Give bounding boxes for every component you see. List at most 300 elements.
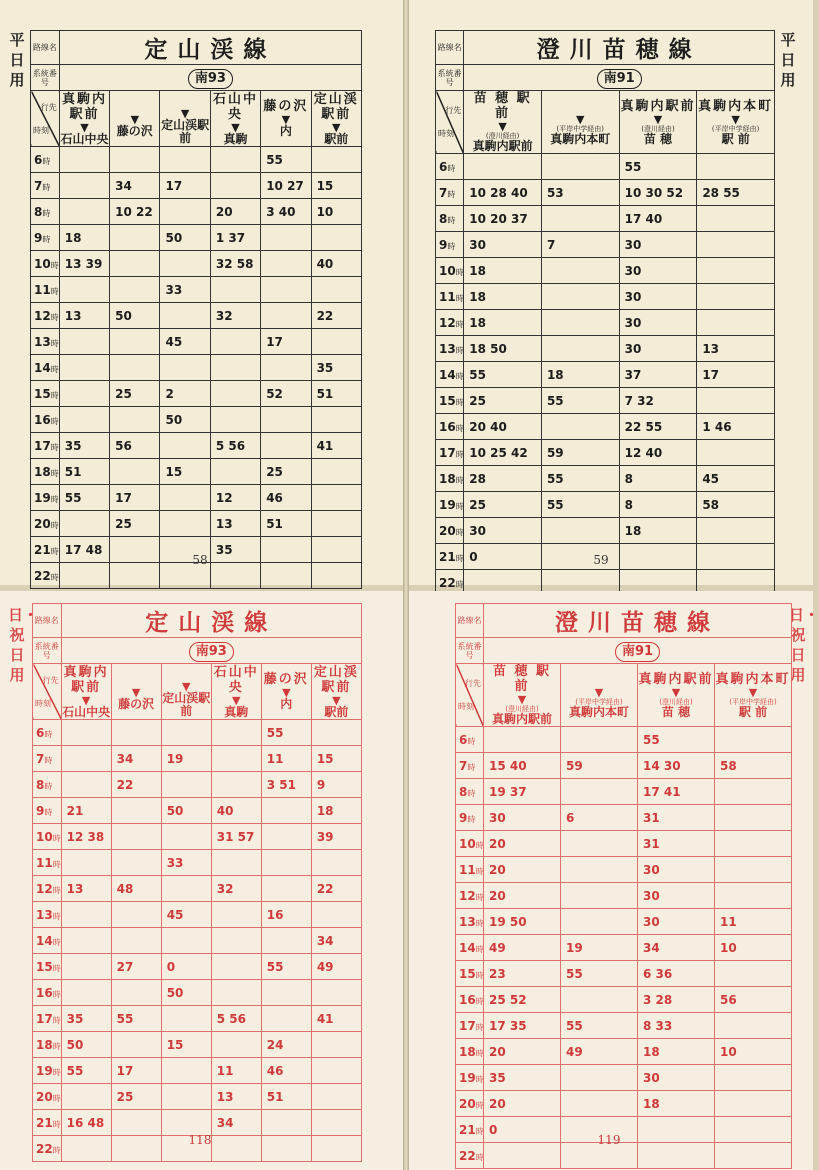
hour-value: 10 xyxy=(36,829,53,844)
down-arrow-icon: ▼ xyxy=(232,693,241,707)
departure-minutes: 45 xyxy=(697,466,775,492)
table-row xyxy=(456,909,792,935)
hour-suffix: 時 xyxy=(50,442,59,452)
hour-cell xyxy=(456,1091,484,1117)
departure-minutes: 18 xyxy=(464,284,542,310)
departure-minutes xyxy=(715,805,792,831)
departure-minutes: 30 xyxy=(638,909,715,935)
hour-value: 22 xyxy=(34,568,51,583)
side-label: 平日用 xyxy=(9,31,25,89)
down-arrow-icon: ▼ xyxy=(81,693,91,707)
hour-cell xyxy=(31,329,60,355)
table-row xyxy=(33,1084,362,1110)
dest-origin: 藤の沢 xyxy=(263,672,309,687)
departure-minutes xyxy=(261,980,311,1006)
hour-value: 21 xyxy=(439,549,456,564)
hour-value: 22 xyxy=(459,1148,476,1163)
table-row xyxy=(33,798,362,824)
departure-minutes xyxy=(210,173,260,199)
table-row xyxy=(436,310,775,336)
departure-minutes xyxy=(161,876,211,902)
hour-value: 13 xyxy=(439,341,456,356)
departure-minutes: 15 xyxy=(161,1032,211,1058)
hour-value: 7 xyxy=(34,178,43,193)
departure-minutes xyxy=(161,824,211,850)
departure-minutes xyxy=(261,537,311,563)
hour-value: 22 xyxy=(439,575,456,590)
departure-minutes: 0 xyxy=(464,544,542,570)
hour-cell xyxy=(33,954,62,980)
departure-minutes: 3 40 xyxy=(261,199,311,225)
dest-origin: 真駒内本町 xyxy=(698,98,774,114)
hour-value: 19 xyxy=(439,497,456,512)
page-number: 59 xyxy=(593,553,609,567)
departure-minutes xyxy=(59,277,109,303)
hour-suffix: 時 xyxy=(52,937,61,947)
departure-minutes: 22 xyxy=(111,772,161,798)
departure-minutes xyxy=(110,329,160,355)
departure-minutes: 52 xyxy=(261,381,311,407)
departure-minutes xyxy=(261,355,311,381)
hour-suffix: 時 xyxy=(455,501,464,511)
hour-cell xyxy=(31,303,60,329)
departure-minutes: 9 xyxy=(311,772,361,798)
departure-minutes: 25 xyxy=(110,511,160,537)
departure-minutes: 31 57 xyxy=(211,824,261,850)
hour-cell xyxy=(456,857,484,883)
departure-minutes xyxy=(211,772,261,798)
departure-minutes: 40 xyxy=(311,251,361,277)
hour-value: 16 xyxy=(34,412,51,427)
hour-cell xyxy=(456,883,484,909)
hour-suffix: 時 xyxy=(475,1126,484,1136)
departure-minutes xyxy=(111,1110,161,1136)
departure-minutes: 45 xyxy=(160,329,210,355)
departure-minutes xyxy=(697,388,775,414)
hour-cell xyxy=(33,1058,62,1084)
dest-terminal: 内 xyxy=(280,697,293,711)
hour-suffix: 時 xyxy=(447,163,456,173)
hour-value: 17 xyxy=(459,1018,476,1033)
departure-minutes xyxy=(715,727,792,753)
departure-minutes xyxy=(110,355,160,381)
hour-cell xyxy=(33,772,62,798)
hour-suffix: 時 xyxy=(475,1022,484,1032)
departure-minutes: 55 xyxy=(541,492,619,518)
hour-cell xyxy=(436,466,464,492)
hour-value: 11 xyxy=(34,282,51,297)
departure-minutes: 30 xyxy=(638,1065,715,1091)
down-arrow-icon: ▼ xyxy=(517,693,527,706)
table-row xyxy=(456,987,792,1013)
departure-minutes: 20 xyxy=(484,857,561,883)
departure-minutes xyxy=(210,277,260,303)
departure-minutes: 11 xyxy=(261,746,311,772)
departure-minutes: 17 xyxy=(261,329,311,355)
dest-origin xyxy=(542,99,619,114)
hour-cell xyxy=(456,753,484,779)
down-arrow-icon: ▼ xyxy=(498,120,507,133)
departure-minutes xyxy=(211,746,261,772)
hour-suffix: 時 xyxy=(50,520,59,530)
time-label: 時刻 xyxy=(458,702,474,711)
departure-minutes: 13 xyxy=(61,876,111,902)
departure-minutes: 50 xyxy=(110,303,160,329)
dest-terminal: 真駒内駅前 xyxy=(472,139,533,153)
hour-suffix: 時 xyxy=(455,371,464,381)
hour-value: 9 xyxy=(36,803,45,818)
departure-minutes: 49 xyxy=(484,935,561,961)
hour-value: 8 xyxy=(34,204,43,219)
hour-suffix: 時 xyxy=(52,963,61,973)
hour-cell xyxy=(436,258,464,284)
departure-minutes: 55 xyxy=(59,485,109,511)
departure-minutes xyxy=(484,727,561,753)
hour-value: 15 xyxy=(36,959,53,974)
hour-cell xyxy=(456,779,484,805)
hour-suffix: 時 xyxy=(50,494,59,504)
hour-cell xyxy=(436,154,464,180)
table-row xyxy=(33,1058,362,1084)
departure-minutes: 17 35 xyxy=(484,1013,561,1039)
hour-suffix: 時 xyxy=(52,1041,61,1051)
dest-time-cell xyxy=(456,664,484,727)
hour-cell xyxy=(33,850,62,876)
page-59 xyxy=(409,0,813,590)
dest-column-1 xyxy=(111,664,161,720)
page-number: 118 xyxy=(188,1133,212,1147)
hour-value: 13 xyxy=(34,334,51,349)
hour-cell xyxy=(33,1136,62,1162)
departure-minutes: 30 xyxy=(619,232,697,258)
table-row xyxy=(31,303,362,329)
hour-value: 10 xyxy=(459,836,476,851)
departure-minutes: 33 xyxy=(160,277,210,303)
route-name: 定山渓線 xyxy=(61,604,361,638)
departure-minutes xyxy=(261,850,311,876)
departure-minutes: 55 xyxy=(464,362,542,388)
departure-minutes xyxy=(638,1117,715,1143)
hour-value: 6 xyxy=(459,732,468,747)
departure-minutes xyxy=(211,980,261,1006)
dest-label: 行先 xyxy=(42,675,59,685)
departure-minutes: 14 30 xyxy=(638,753,715,779)
departure-minutes: 20 xyxy=(484,1039,561,1065)
table-row xyxy=(33,1032,362,1058)
hour-value: 7 xyxy=(439,185,448,200)
hour-suffix: 時 xyxy=(50,286,59,296)
departure-minutes xyxy=(211,1032,261,1058)
departure-minutes: 30 xyxy=(619,336,697,362)
page-number: 58 xyxy=(192,553,208,567)
departure-minutes xyxy=(261,563,311,589)
departure-minutes xyxy=(311,1058,361,1084)
departure-minutes xyxy=(561,779,638,805)
hour-cell xyxy=(31,485,60,511)
departure-minutes: 1 37 xyxy=(210,225,260,251)
system-cell xyxy=(484,638,792,664)
departure-minutes: 30 xyxy=(619,284,697,310)
departure-minutes: 25 xyxy=(111,1084,161,1110)
departure-minutes: 35 xyxy=(311,355,361,381)
departure-minutes xyxy=(261,824,311,850)
departure-minutes xyxy=(311,537,361,563)
departure-minutes: 28 xyxy=(464,466,542,492)
hour-cell xyxy=(436,284,464,310)
system-number-badge: 南91 xyxy=(597,69,642,89)
departure-minutes xyxy=(59,511,109,537)
departure-minutes xyxy=(110,277,160,303)
departure-minutes: 12 38 xyxy=(61,824,111,850)
departure-minutes: 10 27 xyxy=(261,173,311,199)
departure-minutes xyxy=(110,563,160,589)
departure-minutes xyxy=(110,147,160,173)
hour-suffix: 時 xyxy=(475,892,484,902)
departure-minutes xyxy=(464,154,542,180)
table-row xyxy=(31,147,362,173)
departure-minutes xyxy=(160,355,210,381)
dest-origin xyxy=(110,99,159,114)
departure-minutes: 0 xyxy=(484,1117,561,1143)
departure-minutes: 51 xyxy=(261,511,311,537)
dest-origin: 真駒内駅前 xyxy=(63,664,109,695)
departure-minutes xyxy=(561,1091,638,1117)
hour-cell xyxy=(33,928,62,954)
departure-minutes: 17 40 xyxy=(619,206,697,232)
departure-minutes: 16 48 xyxy=(61,1110,111,1136)
departure-minutes: 13 xyxy=(210,511,260,537)
departure-minutes: 22 xyxy=(311,876,361,902)
hour-suffix: 時 xyxy=(455,553,464,563)
departure-minutes xyxy=(210,459,260,485)
hour-cell xyxy=(456,805,484,831)
departure-minutes xyxy=(111,980,161,1006)
departure-minutes xyxy=(160,303,210,329)
table-row xyxy=(436,518,775,544)
table-row xyxy=(33,746,362,772)
timetable-59 xyxy=(435,30,775,596)
table-row xyxy=(31,225,362,251)
departure-minutes: 6 xyxy=(561,805,638,831)
table-row xyxy=(456,961,792,987)
hour-value: 15 xyxy=(34,386,51,401)
hour-cell xyxy=(436,206,464,232)
departure-minutes: 16 xyxy=(261,902,311,928)
hour-suffix: 時 xyxy=(447,189,456,199)
departure-minutes xyxy=(61,1084,111,1110)
hour-suffix: 時 xyxy=(50,312,59,322)
time-label: 時刻 xyxy=(35,698,51,708)
departure-minutes xyxy=(111,798,161,824)
table-row xyxy=(436,206,775,232)
departure-minutes xyxy=(261,433,311,459)
hour-value: 7 xyxy=(459,758,468,773)
departure-minutes xyxy=(211,720,261,746)
dest-column-3 xyxy=(210,91,260,147)
hour-cell xyxy=(456,961,484,987)
hour-cell xyxy=(31,407,60,433)
dest-column-2 xyxy=(160,91,210,147)
departure-minutes xyxy=(261,1110,311,1136)
departure-minutes: 55 xyxy=(261,954,311,980)
system-label: 系統番号 xyxy=(456,638,484,664)
hour-suffix: 時 xyxy=(50,260,59,270)
dest-origin: 石山中央 xyxy=(213,91,259,122)
departure-minutes xyxy=(59,147,109,173)
system-number-badge: 南93 xyxy=(188,69,233,89)
departure-minutes xyxy=(61,902,111,928)
hour-suffix: 時 xyxy=(42,234,51,244)
departure-minutes: 18 50 xyxy=(464,336,542,362)
dest-origin: 苗 穂 駅 前 xyxy=(492,664,552,694)
hour-suffix: 時 xyxy=(44,729,53,739)
hour-cell xyxy=(436,362,464,388)
hour-suffix: 時 xyxy=(455,345,464,355)
hour-value: 13 xyxy=(459,914,476,929)
hour-suffix: 時 xyxy=(447,241,456,251)
departure-minutes xyxy=(311,1032,361,1058)
dest-column-4 xyxy=(261,664,311,720)
table-row xyxy=(456,1039,792,1065)
departure-minutes: 10 xyxy=(715,935,792,961)
hour-value: 19 xyxy=(36,1063,53,1078)
table-row xyxy=(31,407,362,433)
table-row xyxy=(436,232,775,258)
table-row xyxy=(31,251,362,277)
departure-minutes: 55 xyxy=(61,1058,111,1084)
departure-minutes: 2 xyxy=(160,381,210,407)
system-cell xyxy=(61,638,361,664)
departure-minutes: 35 xyxy=(59,433,109,459)
page-58 xyxy=(0,0,403,585)
departure-minutes: 20 xyxy=(484,1091,561,1117)
hour-cell xyxy=(31,173,60,199)
table-row xyxy=(436,154,775,180)
dest-origin: 真駒内駅前 xyxy=(61,91,107,122)
table-row xyxy=(31,329,362,355)
departure-minutes: 30 xyxy=(464,518,542,544)
hour-value: 20 xyxy=(459,1096,476,1111)
hour-suffix: 時 xyxy=(475,1048,484,1058)
hour-value: 13 xyxy=(36,907,53,922)
route-label: 路線名 xyxy=(456,604,484,638)
hour-value: 9 xyxy=(439,237,448,252)
table-row xyxy=(456,935,792,961)
departure-minutes xyxy=(715,961,792,987)
dest-terminal: 藤の沢 xyxy=(116,124,153,138)
hour-suffix: 時 xyxy=(50,390,59,400)
departure-minutes xyxy=(210,147,260,173)
hour-value: 19 xyxy=(459,1070,476,1085)
departure-minutes: 13 39 xyxy=(59,251,109,277)
departure-minutes xyxy=(311,850,361,876)
hour-value: 11 xyxy=(439,289,456,304)
table-row xyxy=(436,492,775,518)
departure-minutes: 33 xyxy=(161,850,211,876)
hour-suffix: 時 xyxy=(50,572,59,582)
departure-minutes: 21 xyxy=(61,798,111,824)
departure-minutes xyxy=(110,537,160,563)
departure-minutes xyxy=(697,284,775,310)
departure-minutes: 17 xyxy=(697,362,775,388)
hour-cell xyxy=(31,459,60,485)
dest-column-4 xyxy=(261,91,311,147)
departure-minutes: 15 xyxy=(311,173,361,199)
departure-minutes xyxy=(697,544,775,570)
departure-minutes xyxy=(715,1143,792,1169)
dest-time-cell xyxy=(436,91,464,154)
departure-minutes: 22 xyxy=(311,303,361,329)
departure-minutes xyxy=(211,902,261,928)
hour-cell xyxy=(436,544,464,570)
hour-suffix: 時 xyxy=(475,866,484,876)
departure-minutes: 34 xyxy=(110,173,160,199)
departure-minutes xyxy=(210,329,260,355)
hour-value: 8 xyxy=(36,777,45,792)
hour-value: 10 xyxy=(34,256,51,271)
departure-minutes: 56 xyxy=(715,987,792,1013)
departure-minutes xyxy=(111,928,161,954)
departure-minutes: 25 xyxy=(261,459,311,485)
hour-cell xyxy=(436,180,464,206)
departure-minutes xyxy=(211,850,261,876)
departure-minutes: 51 xyxy=(59,459,109,485)
departure-minutes: 10 28 40 xyxy=(464,180,542,206)
hour-value: 8 xyxy=(439,211,448,226)
hour-suffix: 時 xyxy=(467,736,476,746)
hour-suffix: 時 xyxy=(52,833,61,843)
table-row xyxy=(33,1006,362,1032)
hour-suffix: 時 xyxy=(44,781,53,791)
down-arrow-icon: ▼ xyxy=(731,112,740,126)
hour-value: 6 xyxy=(34,152,43,167)
departure-minutes xyxy=(261,225,311,251)
hour-suffix: 時 xyxy=(52,1015,61,1025)
departure-minutes xyxy=(110,459,160,485)
departure-minutes xyxy=(161,1058,211,1084)
departure-minutes: 37 xyxy=(619,362,697,388)
system-label: 系統番号 xyxy=(31,65,60,91)
table-row xyxy=(436,414,775,440)
departure-minutes: 13 xyxy=(211,1084,261,1110)
departure-minutes: 41 xyxy=(311,1006,361,1032)
departure-minutes xyxy=(261,277,311,303)
hour-cell xyxy=(436,232,464,258)
departure-minutes: 50 xyxy=(161,980,211,1006)
via-note: (平岸中学経由) xyxy=(711,124,760,133)
departure-minutes xyxy=(210,381,260,407)
departure-minutes: 55 xyxy=(261,147,311,173)
hour-cell xyxy=(436,440,464,466)
departure-minutes xyxy=(561,909,638,935)
table-row xyxy=(456,1091,792,1117)
departure-minutes xyxy=(697,232,775,258)
departure-minutes: 25 xyxy=(464,492,542,518)
hour-suffix: 時 xyxy=(52,859,61,869)
departure-minutes xyxy=(311,225,361,251)
departure-minutes xyxy=(311,1136,361,1162)
departure-minutes: 32 xyxy=(210,303,260,329)
hour-suffix: 時 xyxy=(52,885,61,895)
departure-minutes xyxy=(697,518,775,544)
departure-minutes xyxy=(61,928,111,954)
hour-cell xyxy=(33,876,62,902)
hour-suffix: 時 xyxy=(475,1074,484,1084)
departure-minutes xyxy=(61,850,111,876)
departure-minutes: 49 xyxy=(561,1039,638,1065)
system-label: 系統番号 xyxy=(436,65,464,91)
hour-cell xyxy=(33,720,62,746)
